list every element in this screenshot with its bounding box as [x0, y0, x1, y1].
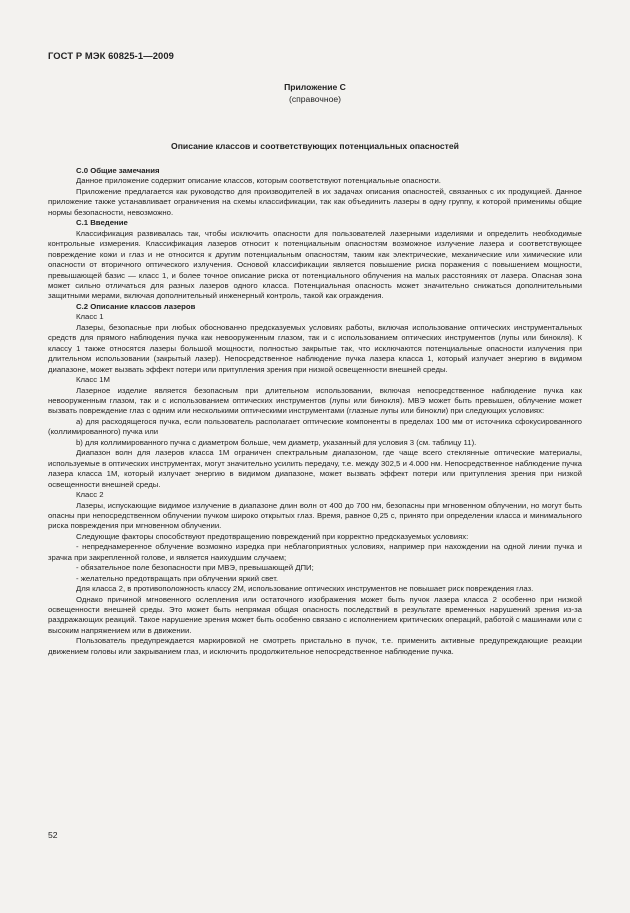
class2-paragraph-5: Пользователь предупреждается маркировкой не смотреть пристально в пучок, т.е. применить активные предупреждающие реакции движением головы или закрыванием глаз, и исключить продолжительное непосредственное наблюдение пучка.: [48, 636, 582, 656]
class2-list-item-3: - желательно предотвращать при облучении яркий свет.: [76, 573, 279, 583]
c1-heading: С.1 Введение: [76, 218, 128, 228]
class2-list-item-2: - обязательное поле безопасности при МВЭ, превышающей ДПИ;: [76, 563, 314, 573]
class1m-item-a: a) для расходящегося пучка, если пользователь располагает оптические компоненты в пределах 100 мм от источника сфокусированного (коллимированного) пучка или: [48, 416, 582, 437]
c1-paragraph-1: Классификация развивалась так, чтобы исключить опасности для пользователей лазерными изделиями и определить необходимые контрольные измерения. Классификация лазеров относит к потенциальным опасностям возможное излучение лазера и соответствующее повреждение кожи и глаз и не относится к другим потенциальным опасностям, таким как электрические, механические или химические или опасности от вторичного оптического излучения. Основой классификации является повышение риска поражения с повышением мощности, превышающей базис — класс 1, и более точное описание риска от потенциального облучения на малых расстояниях от лазера. Опасная зона может сильно отличаться для разных лазеров одного класса. Потенциальная опасность может значительно снижаться дополнительными защитными мерами, включая дополнительный инженерный контроль, такой как ограждения.: [48, 228, 582, 301]
page-number: 52: [48, 830, 58, 840]
appendix-note: (справочное): [288, 94, 342, 104]
c0-paragraph-1: Данное приложение содержит описание классов, которым соответствуют потенциальные опасности.: [76, 176, 441, 186]
class2-label: Класс 2: [76, 490, 104, 500]
document-body: [48, 166, 582, 657]
c2-heading: С.2 Описание классов лазеров: [76, 301, 196, 311]
class1-label: Класс 1: [76, 312, 104, 322]
standard-header: ГОСТ Р МЭК 60825-1—2009: [48, 50, 174, 61]
class2-paragraph-1: Лазеры, испускающие видимое излучение в диапазоне длин волн от 400 до 700 нм, безопасны при мгновенном облучении, но могут быть опасны при непосредственном облучении пучком широко открытых глаз. Время, равное 0,25 с, принято при определении класса и минимального риска повреждения при мгновенном облучении.: [48, 500, 582, 531]
appendix-title: Приложение С: [284, 82, 346, 92]
class2-paragraph-2: Следующие факторы способствуют предотвращению повреждений при корректно предсказуемых условиях:: [76, 531, 469, 541]
class1m-item-b: b) для коллимированного пучка с диаметром больше, чем диаметр, указанный для условия 3 (см. таблицу 11).: [76, 437, 477, 447]
class1m-label: Класс 1М: [76, 375, 111, 385]
class2-paragraph-4: Однако причиной мгновенного ослепления или остаточного изображения может быть пучок лазера класса 2 особенно при низкой освещенности внешней среды. Это может быть непрямая общая опасность последствий в результате временных нарушений зрения из-за раздражающих реакций. Такое нарушение зрения может быть особенно связано с исполнением критических операций, работой с машинами или с высоким напряжением или в движении.: [48, 594, 582, 635]
c0-heading: С.0 Общие замечания: [76, 166, 160, 175]
class1m-paragraph-1: Лазерное изделие является безопасным при длительном использовании, включая непосредственное наблюдение пучка как невооруженным глазом, так и с использованием оптических инструментов (лупы или бинокля). МВЭ может быть превышен, облучение может вызвать повреждение глаз с одним или несколькими оптическими инструментами (глазные лупы или бинокли) при следующих условиях:: [48, 385, 582, 416]
class1m-paragraph-2: Диапазон волн для лазеров класса 1М ограничен спектральным диапазоном, где чаще всего стеклянные оптические материалы, используемые в оптических инструментах, могут значительно усилить передачу, т.е. между 302,5 и 4.000 нм. Непосредственное наблюдение пучка лазера класса 1М, который излучает энергию в видимом диапазоне, может вызвать эффект потери или притупления зрения при низкой освещенности внешней среды.: [48, 448, 582, 489]
section-title: Описание классов и соответствующих потенциальных опасностей: [171, 141, 459, 151]
class1-paragraph: Лазеры, безопасные при любых обоснованно предсказуемых условиях работы, включая использование оптических инструментальных средств для прямого наблюдения пучка как невооруженным глазом, так и с использованием оптических инструментов (лупы или бинокля). К классу 1 также относятся лазеры большой мощности, полностью закрытые так, что исключаются потенциальные опасности излучения при длительном использовании (закрытый лазер). Непосредственное наблюдение пучка лазера класса 1, который излучает энергию в видимом диапазоне, может вызвать эффект потери или притупления зрения при низкой освещенности внешней среды.: [48, 322, 582, 374]
class2-list-item-1: - непреднамеренное облучение возможно изредка при неблагоприятных условиях, например при нахождении на одной линии пучка и зрачка при закрепленной голове, и является наихудшим случаем;: [48, 542, 582, 562]
c0-paragraph-2: Приложение предлагается как руководство для производителей в их задачах описания опасностей, связанных с их продукцией. Данное приложение также устанавливает ограничения на схемы классификации, так как объединить лазеры в одну группу, к которой применимы общие нормы безопасности, невозможно.: [48, 186, 582, 217]
class2-paragraph-3: Для класса 2, в противоположность классу 2М, использование оптических инструментов не повышает риск повреждения глаз.: [76, 584, 534, 594]
